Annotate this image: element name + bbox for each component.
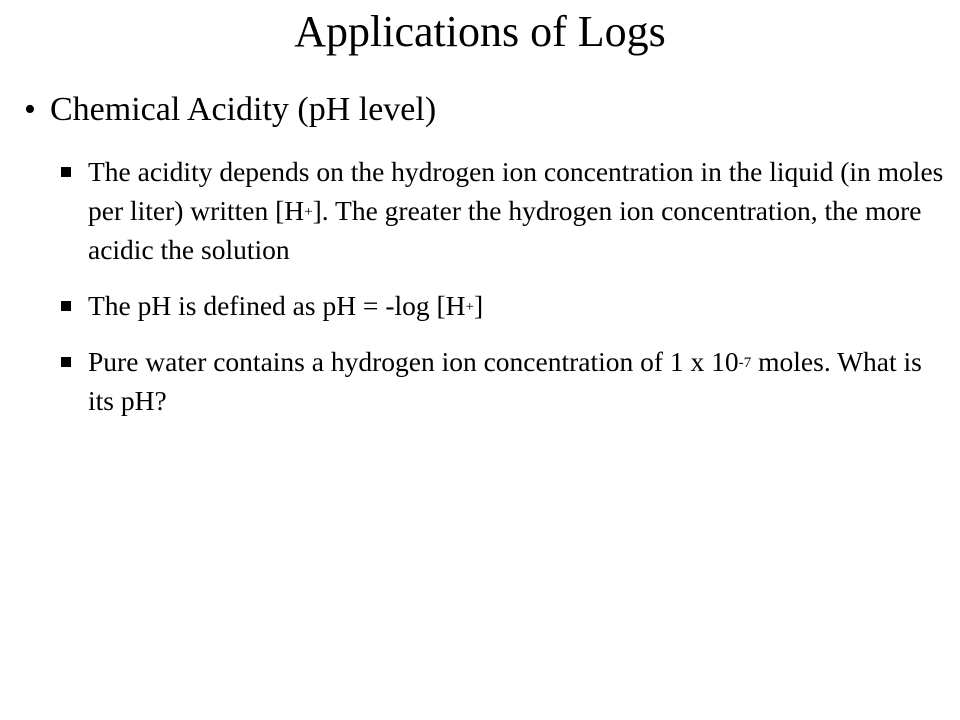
superscript: -7: [738, 355, 752, 372]
sub-bullet-text-part: The acidity depends on the hydrogen ion concentration in the liquid (in moles per liter) written [H: [88, 156, 944, 226]
square-bullet-icon: [60, 152, 88, 269]
sub-bullet-text-part: ]. The greater the hydrogen ion concentration, the more acidic the solution: [88, 195, 922, 265]
bullet-text: Chemical Acidity (pH level): [50, 91, 437, 128]
sub-bullet-list: [60, 152, 950, 420]
sub-bullet-item: [60, 152, 950, 269]
slide-title: Applications of Logs: [294, 7, 666, 56]
sub-bullet-item: [60, 286, 950, 325]
sub-bullet-text: [88, 286, 950, 325]
square-bullet-icon: [60, 342, 88, 420]
bullet-item: [24, 88, 944, 132]
superscript: +: [465, 299, 475, 316]
sub-bullet-text-part: ]: [474, 290, 484, 321]
superscript: +: [304, 204, 313, 221]
square-bullet-icon: [60, 286, 88, 325]
sub-bullet-text-part: The pH is defined as pH = -log [H: [88, 290, 466, 321]
sub-bullet-text-part: Pure water contains a hydrogen ion concentration of 1 x 10: [88, 346, 739, 377]
sub-bullet-text: [88, 342, 950, 420]
sub-bullet-text: [88, 152, 950, 269]
sub-bullet-text-part: moles. What is its pH?: [88, 346, 922, 416]
sub-bullet-item: [60, 342, 950, 420]
round-bullet-icon: •: [24, 91, 36, 128]
